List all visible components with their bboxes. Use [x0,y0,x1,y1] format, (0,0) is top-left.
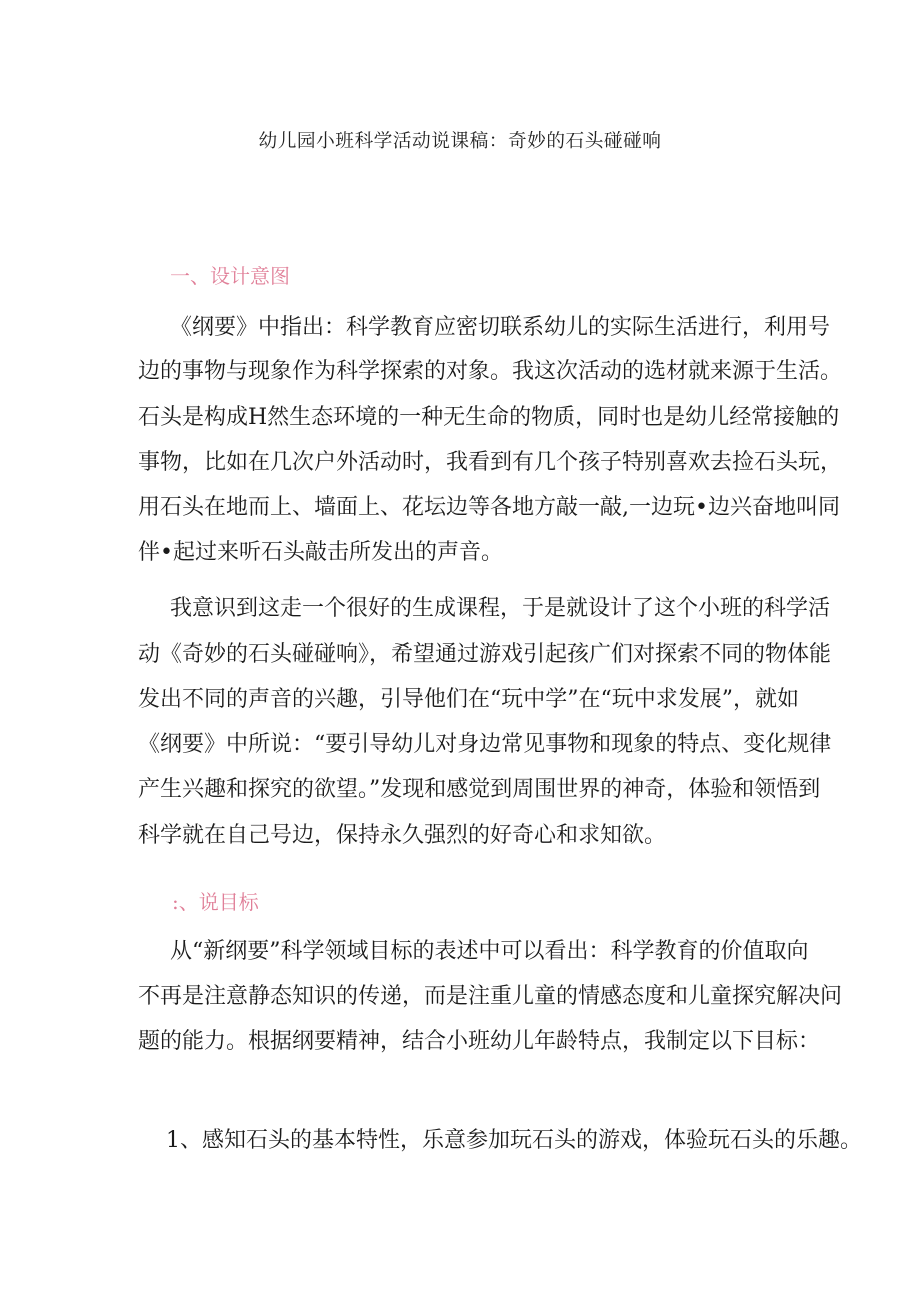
objective-item-1: 1、感知石头的基本特性，乐意参加玩石头的游戏，体验玩石头的乐趣。 [166,1128,862,1153]
text-line: 石头是构成H然生态环境的一种无生命的物质，同时也是幼儿经常接触的 [138,405,840,430]
text-line: 题的能力。根据纲要精神，结合小班幼儿年龄特点，我制定以下目标： [138,1029,821,1054]
text-line: 《纲要》中所说：“要引导幼儿对身边常见事物和现象的特点、变化规律 [138,732,832,757]
text-line: 《纲要》中指出：科学教育应密切联系幼儿的实际生活进行，利用号 [170,315,831,340]
text-line: 发出不同的声音的兴趣，引导他们在“玩中学”在“玩中求发展”，就如 [138,687,799,712]
text-line: 伴•起过来听石头敲击所发出的声音。 [138,540,503,565]
text-line: 动《奇妙的石头碰碰响》，希望通过游戏引起孩广们对探索不同的物体能 [138,642,832,667]
section-heading-design-intent: 一、设计意图 [170,264,290,288]
text-line: 产生兴趣和探究的欲望。”发现和感觉到周围世界的神奇，体验和领悟到 [138,777,821,802]
section-heading-objectives: :、说目标 [172,890,259,914]
text-line: 边的事物与现象作为科学探索的对象。我这次活动的选材就来源于生活。 [138,359,843,384]
text-line: 科学就在自己号边，保持永久强烈的好奇心和求知欲。 [138,823,667,848]
text-line: 不再是注意静态知识的传递，而是注重儿童的情感态度和儿童探究解决问 [138,984,843,1009]
text-line: 事物，比如在几次户外活动时，我看到有几个孩子特别喜欢去捡石头玩， [138,450,843,475]
text-line: 用石头在地而上、墙面上、花坛边等各地方敲一敲,一边玩•边兴奋地叫同 [138,495,840,520]
document-title: 幼儿园小班科学活动说课稿：奇妙的石头碰碰响 [258,131,662,152]
text-line: 我意识到这走一个很好的生成课程，于是就设计了这个小班的科学活 [170,596,831,621]
text-line: 从“新纲要”科学领域目标的表述中可以看出：科学教育的价值取向 [170,939,809,964]
